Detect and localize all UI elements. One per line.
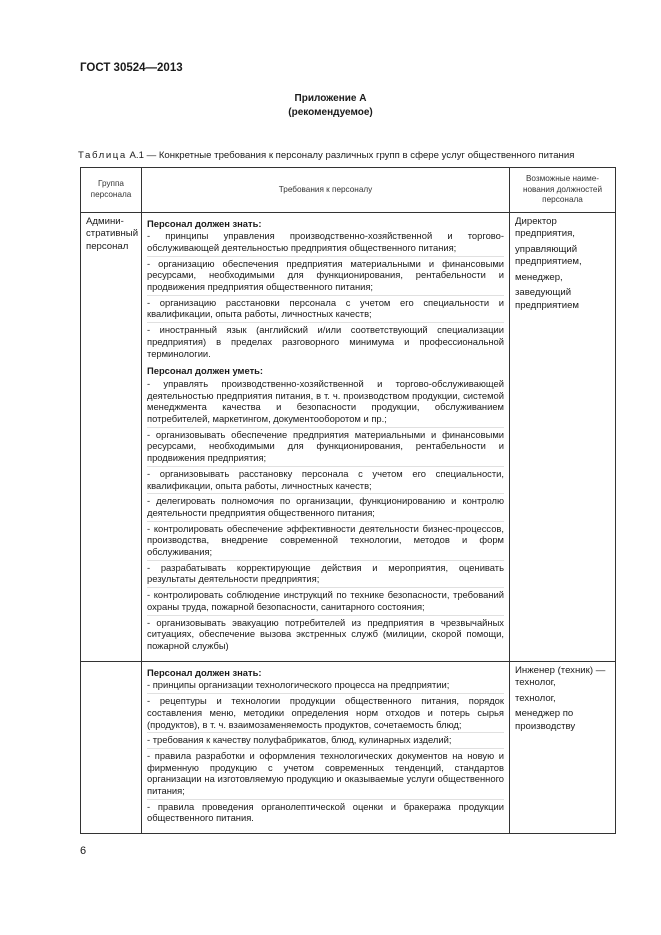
requirement-item: - организовывать эвакуацию потребителей из предприятия в чрезвычайных ситуациях, обеспечение вызова экстренных служб (милиции, скорой помощи, пожарной службы) bbox=[147, 616, 504, 651]
requirement-item: - контролировать обеспечение эффективности деятельности бизнес-процессов, производства, внедрение современной технологии, методов и форм обслуживания; bbox=[147, 522, 504, 561]
requirement-item: - разрабатывать корректирующие действия и мероприятия, оценивать результаты деятельности предприятия; bbox=[147, 561, 504, 588]
requirement-item: - управлять производственно-хозяйственной и торгово-обслуживающей деятельностью предприятия питания, в т. ч. производством продукции, системой менеджмента качества и безопасности продукции, обслуживанием потребителей, маркетингом, документооборотом и пр.; bbox=[147, 377, 504, 428]
table-caption bbox=[78, 150, 574, 161]
section-title: Персонал должен уметь: bbox=[147, 365, 264, 377]
page-number: 6 bbox=[80, 845, 87, 857]
appendix-heading bbox=[0, 92, 661, 120]
table-row bbox=[81, 661, 616, 833]
table-row bbox=[81, 212, 616, 661]
header-group: Группа персонала bbox=[81, 168, 142, 213]
requirement-item: - делегировать полномочия по организации, функционированию и контролю деятельности предприятия общественного питания; bbox=[147, 494, 504, 521]
requirement-item: - правила проведения органолептической оценки и бракеража продукции общественного питания. bbox=[147, 800, 504, 824]
appendix-title: Приложение А bbox=[294, 93, 367, 104]
header-positions: Возможные наиме-нования должностей персонала bbox=[510, 168, 616, 213]
standard-designation: ГОСТ 30524—2013 bbox=[80, 62, 183, 74]
position-title: менеджер, bbox=[515, 271, 563, 283]
requirement-item: - организацию расстановки персонала с учетом его специальности и квалификации, опыта работы, личностных качеств; bbox=[147, 296, 504, 323]
position-title: Инженер (техник) — технолог, bbox=[515, 664, 606, 689]
personnel-group bbox=[81, 661, 142, 833]
requirements-section bbox=[147, 365, 504, 653]
requirement-item: - контролировать соблюдение инструкций по технике безопасности, требований охраны труда, пожарной безопасности, санитарного состояния; bbox=[147, 588, 504, 615]
position-title: управляющий предприятием, bbox=[515, 243, 582, 267]
positions-cell bbox=[510, 661, 616, 833]
requirements-cell bbox=[142, 212, 510, 661]
table-caption-text: А.1 — Конкретные требования к персоналу различных групп в сфере услуг общественного питания bbox=[129, 150, 575, 161]
position-title: менеджер по производству bbox=[515, 708, 576, 732]
requirement-item: - рецептуры и технологии продукции общественного питания, порядок составления меню, методики определения норм отходов и потерь сырья (продуктов), в т. ч. взаимозаменяемость продуктов, сочетаемость блюд; bbox=[147, 694, 504, 733]
requirements-cell bbox=[142, 661, 510, 833]
position-title: технолог, bbox=[515, 692, 556, 704]
table-caption-label: Таблица bbox=[78, 150, 127, 161]
personnel-group: Админи-стративный персонал bbox=[81, 212, 142, 661]
requirement-item: - правила разработки и оформления технологических документов на новую и фирменную продукцию с учетом современных тенденций, стандартов организации на изготовляемую продукцию и оказываемые услуги общественного питания; bbox=[147, 749, 504, 800]
requirements-section bbox=[147, 667, 504, 826]
requirement-item: - принципы управления производственно-хозяйственной и торгово-обслуживающей деятельностью предприятия общественного питания; bbox=[147, 229, 504, 256]
requirements-section bbox=[147, 218, 504, 362]
position-title: Директор предприятия, bbox=[515, 215, 575, 239]
requirement-item: - организовывать расстановку персонала с учетом его специальности, квалификации, опыта работы, личностных качеств; bbox=[147, 467, 504, 494]
requirements-table bbox=[80, 167, 616, 834]
section-title: Персонал должен знать: bbox=[147, 666, 262, 678]
position-title: заведующий предприятием bbox=[515, 287, 580, 311]
requirement-item: - организацию обеспечения предприятия материальными и финансовыми ресурсами, необходимыми для функционирования, рентабельности и продвижения предприятия общественного питания; bbox=[147, 257, 504, 296]
appendix-subtitle: (рекомендуемое) bbox=[288, 107, 373, 118]
requirement-item: - принципы организации технологического процесса на предприятии; bbox=[147, 678, 504, 694]
requirement-item: - требования к качеству полуфабрикатов, блюд, кулинарных изделий; bbox=[147, 733, 504, 749]
requirement-item: - организовывать обеспечение предприятия материальными и финансовыми ресурсами, необходимыми для функционирования, рентабельности и продвижения предприятия; bbox=[147, 428, 504, 467]
requirement-item: - иностранный язык (английский и/или соответствующий специализации предприятия) в пределах разговорного минимума и профессиональной терминологии. bbox=[147, 324, 504, 359]
header-requirements: Требования к персоналу bbox=[142, 168, 510, 213]
table-header-row bbox=[81, 168, 616, 213]
section-title: Персонал должен знать: bbox=[147, 217, 262, 229]
positions-cell bbox=[510, 212, 616, 661]
